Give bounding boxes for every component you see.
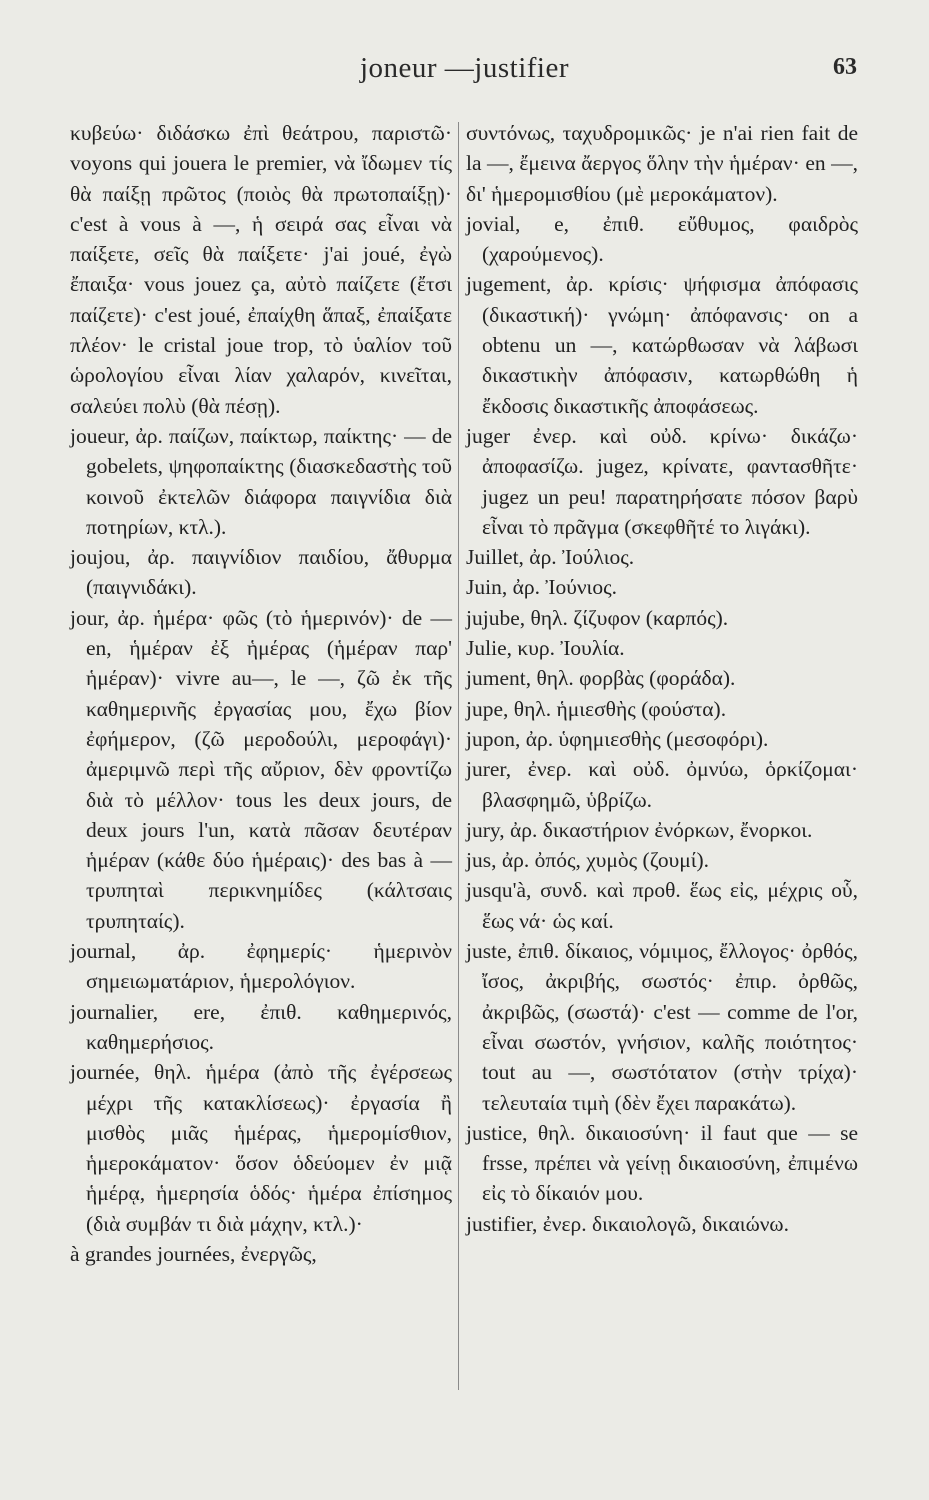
left-column bbox=[70, 118, 452, 1269]
dictionary-entry: jurer, ἐνερ. καὶ οὐδ. ὀμνύω, ὁρκίζομαι· βλασφημῶ, ὑβρίζω. bbox=[466, 757, 858, 812]
dictionary-entry: joujou, ἀρ. παιγνίδιον παιδίου, ἄθυρμα (παιγνιδάκι). bbox=[70, 545, 452, 600]
dictionary-entry: jusqu'à, συνδ. καὶ προθ. ἕως εἰς, μέχρις οὗ, ἕως νά· ὡς καί. bbox=[466, 878, 858, 933]
dictionary-entry: συντόνως, ταχυδρομικῶς· je n'ai rien fait de la —, ἔμεινα ἄεργος ὅλην τὴν ἡμέραν· en —, δι' ἡμερομισθίου (μὲ μεροκάματον). bbox=[466, 121, 858, 206]
dictionary-entry: juger ἐνερ. καὶ οὐδ. κρίνω· δικάζω· ἀποφασίζω. jugez, κρίνατε, φαντασθῆτε· jugez un peu! παρατηρήσατε πόσον βαρὺ εἶναι τὸ πρᾶγμα (σκεφθῆτέ το λιγάκι). bbox=[466, 423, 858, 539]
dictionary-entry: jovial, e, ἐπιθ. εὔθυμος, φαιδρὸς (χαρούμενος). bbox=[466, 211, 858, 267]
dictionary-entry: jument, θηλ. φορβὰς (φοράδα). bbox=[466, 666, 736, 691]
dictionary-entry: justice, θηλ. δικαιοσύνη· il faut que — se frsse, πρέπει νὰ γείνῃ δικαιοσύνη, ἐπιμένω εἰς τὸ δίκαιόν μου. bbox=[466, 1120, 858, 1206]
dictionary-entry: journal, ἀρ. ἐφημερίς· ἡμερινὸν σημειωματάριον, ἡμερολόγιον. bbox=[70, 939, 452, 994]
dictionary-entry: journalier, ere, ἐπιθ. καθημερινός, καθημερήσιος. bbox=[70, 999, 452, 1054]
dictionary-entry: jugement, ἀρ. κρίσις· ψήφισμα ἀπόφασις (δικαστική)· γνώμη· ἀπόφανσις· on a obtenu un —, κατώρθωσαν νὰ λάβωσι δικαστικὴν ἀπόφασιν, κατωρθώθη ἡ ἔκδοσις δικαστικῆς ἀποφάσεως. bbox=[466, 272, 858, 418]
dictionary-entry: jupe, θηλ. ἡμιεσθὴς (φούστα). bbox=[466, 696, 727, 721]
dictionary-entry: jury, ἀρ. δικαστήριον ἐνόρκων, ἔνορκοι. bbox=[466, 817, 813, 842]
column-divider bbox=[458, 122, 459, 1390]
page-number: 63 bbox=[833, 54, 857, 80]
dictionary-entry: jupon, ἀρ. ὑφημιεσθὴς (μεσοφόρι). bbox=[466, 726, 769, 751]
dictionary-entry: κυβεύω· διδάσκω ἐπὶ θεάτρου, παριστῶ· voyons qui jouera le premier, νὰ ἴδωμεν τίς θὰ παίξῃ πρῶτος (ποιὸς θὰ πρωτοπαίξῃ)· c'est à vous à —, ἡ σειρά σας εἶναι νὰ παίξετε, σεῖς θὰ παίξετε· j'ai joué, ἐγὼ ἔπαιξα· vous jouez ça, αὐτὸ παίζετε (ἔτσι παίζετε)· c'est joué, ἐπαίχθη ἅπαξ, ἐπαίξατε πλέον· le cristal joue trop, τὸ ὑαλίον τοῦ ὡρολογίου εἶναι λίαν χαλαρόν, κινεῖται, σαλεύει πολὺ (θὰ πέσῃ). bbox=[70, 121, 452, 418]
dictionary-entry: juste, ἐπιθ. δίκαιος, νόμιμος, ἔλλογος· ὀρθός, ἴσος, ἀκριβής, σωστός· ἐπιρ. ὀρθῶς, ἀκριβῶς, (σωστά)· c'est — comme de l'or, εἶναι σωστόν, γνήσιον, καλῆς ποιότητος· tout au —, σωστότατον (στὴν τρίχα)· τελευταία τιμὴ (δὲν ἔχει παρακάτω). bbox=[466, 939, 858, 1115]
dictionary-entry: jujube, θηλ. ζίζυφον (καρπός). bbox=[466, 605, 729, 630]
dictionary-entry: Juillet, ἀρ. Ἰούλιος. bbox=[466, 545, 635, 570]
dictionary-entry: à grandes journées, ἐνεργῶς, bbox=[70, 1241, 317, 1266]
running-head: joneur —justifier bbox=[359, 52, 570, 84]
right-column bbox=[466, 118, 858, 1239]
dictionary-entry: Julie, κυρ. Ἰουλία. bbox=[466, 636, 625, 661]
dictionary-entry: jour, ἀρ. ἡμέρα· φῶς (τὸ ἡμερινόν)· de — en, ἡμέραν ἐξ ἡμέρας (ἡμέραν παρ' ἡμέραν)· vivre au—, le —, ζῶ ἐκ τῆς καθημερινῆς ἐργασίας μου, ἔχω βίον ἐφήμερον, (ζῶ μεροδούλι, μεροφάγι)· ἀμεριμνῶ περὶ τῆς αὔριον, δὲν φροντίζω διὰ τὸ μέλλον· tous les deux jours, de deux jours l'un, κατὰ πᾶσαν δευτέραν ἡμέραν (κάθε δύο ἡμέραις)· des bas à — τρυπηταὶ περικνημίδες (κάλτσαις τρυπηταίς). bbox=[70, 605, 452, 933]
dictionary-entry: Juin, ἀρ. Ἰούνιος. bbox=[466, 575, 617, 600]
dictionary-entry: justifier, ἐνερ. δικαιολογῶ, δικαιώνω. bbox=[466, 1211, 789, 1236]
dictionary-entry: journée, θηλ. ἡμέρα (ἀπὸ τῆς ἐγέρσεως μέχρι τῆς κατακλίσεως)· ἐργασία ἢ μισθὸς μιᾶς ἡμέρας, ἡμερομίσθιον, ἡμεροκάματον· ὅσον ὁδεύομεν ἐν μιᾷ ἡμέρᾳ, ἡμερησία ὁδός· ἡμέρα ἐπίσημος (διὰ συμβάν τι διὰ μάχην, κτλ.)· bbox=[70, 1060, 452, 1236]
dictionary-entry: jus, ἀρ. ὀπός, χυμὸς (ζουμί). bbox=[466, 848, 710, 873]
dictionary-entry: joueur, ἀρ. παίζων, παίκτωρ, παίκτης· — de gobelets, ψηφοπαίκτης (διασκεδαστὴς τοῦ κοινοῦ ἐκτελῶν διάφορα παιγνίδια διὰ ποτηρίων, κτλ.). bbox=[70, 423, 452, 539]
